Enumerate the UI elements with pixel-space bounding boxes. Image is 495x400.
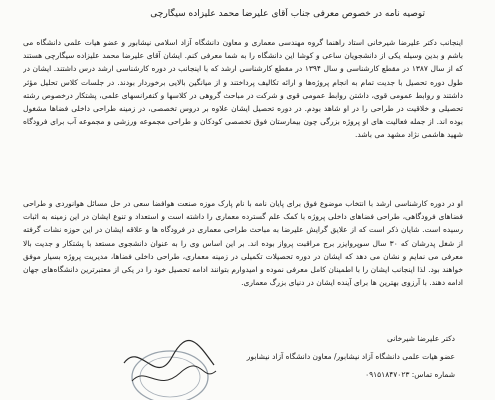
signatory-title: عضو هیات علمی دانشگاه آزاد نیشابور/ معاون دانشگاه آزاد نیشابور bbox=[246, 352, 455, 361]
contact-phone: شماره تماس: ۰۹۱۵۱۸۴۷۰۲۳ bbox=[365, 370, 455, 379]
body-paragraph-1: اینجانب دکتر علیرضا شیرخانی استاد راهنما گروه مهندسی معماری و معاون دانشگاه آزاد اسلامی نیشابور و عضو هیات علمی دانشگاه می باشم و بدین وسیله یکی از دانشجویان ساعی و کوشا این دانشگاه را به شما معرفی کنم. ایشان آقای علیرضا محمد علیزاده سیگارچی هستند که از سال ۱۳۸۷ در مقطع کارشناسی و سال ۱۳۹۴ در مقطع کارشناسی ارشد که با اینجانب در دوره کارشناسی ارشد درس داشتند. ایشان در طول دوره تحصیل با جدیت تمام به انجام پروژه‌ها و ارائه تکالیف پرداختند و از میانگین بالایی برخوردار بودند. در جلسات کلاس تحلیل مؤثر داشتند و روابط عمومی قوی، داشتن روابط عمومی قوی و شرکت در مباحث گروهی در کلاسها و کنفرانسهای علمی، پشتکار درخصوص رشته تحصیلی و خلاقیت در طراحی را در او شاهد بودم. در دوره تحصیل ایشان علاوه بر دروس تخصصی، در زمینه طراحی داخلی فضاها مشغول بوده اند. از جمله فعالیت های او پروژه بزرگی چون بیمارستان فوق تخصصی کودکان و طراحی مجموعه ورزشی و مجموعه آب برای فرودگاه شهید هاشمی نژاد مشهد می باشد. bbox=[23, 38, 463, 140]
signatory-name: دکتر علیرضا شیرخانی bbox=[386, 334, 455, 343]
body-paragraph-2: او در دوره کارشناسی ارشد با انتخاب موضوع فوق برای پایان نامه با نام پارک موزه صنعت هوافضا سعی در حل مسائل هوانوردی و طراحی فضاهای فرودگاهی، طراحی فضاهای داخلی پروژه با کمک علم گسترده معماری را داشته است و استعداد و تنوع ایشان در این زمینه به اثبات رسیده است. شایان ذکر است که از علایق گرایش علیرضا به مباحث طراحی معماری در فرودگاه ها و علاقه ایشان در این حوزه نشات گرفته از شغل پدرشان که ۳۰ سال سوپروایزر برج مراقبت پرواز بوده اند. بر این اساس وی را به عنوان دانشجوی مستعد با پشتکار و جدیت بالا معرفی می نمایم و نشان می دهد که ایشان در دوره تحصیلات تکمیلی در زمینه معماری، طراحی داخلی فضاها، مدیریت پروژه بسیار موفق خواهند بود. لذا اینجانب ایشان را با اطمینان کامل معرفی نموده و امیدوارم بتوانند ادامه تحصیل خود را در یکی از معتبرترین دانشگاه‌های جهان ادامه دهند. با آرزوی بهترین ها برای آینده ایشان در دنیای بزرگ معماری. bbox=[23, 199, 463, 288]
signature-stamp bbox=[110, 335, 225, 400]
letter-subject: توصیه نامه در خصوص معرفی جناب آقای علیرضا محمد علیزاده سیگارچی bbox=[150, 9, 425, 19]
